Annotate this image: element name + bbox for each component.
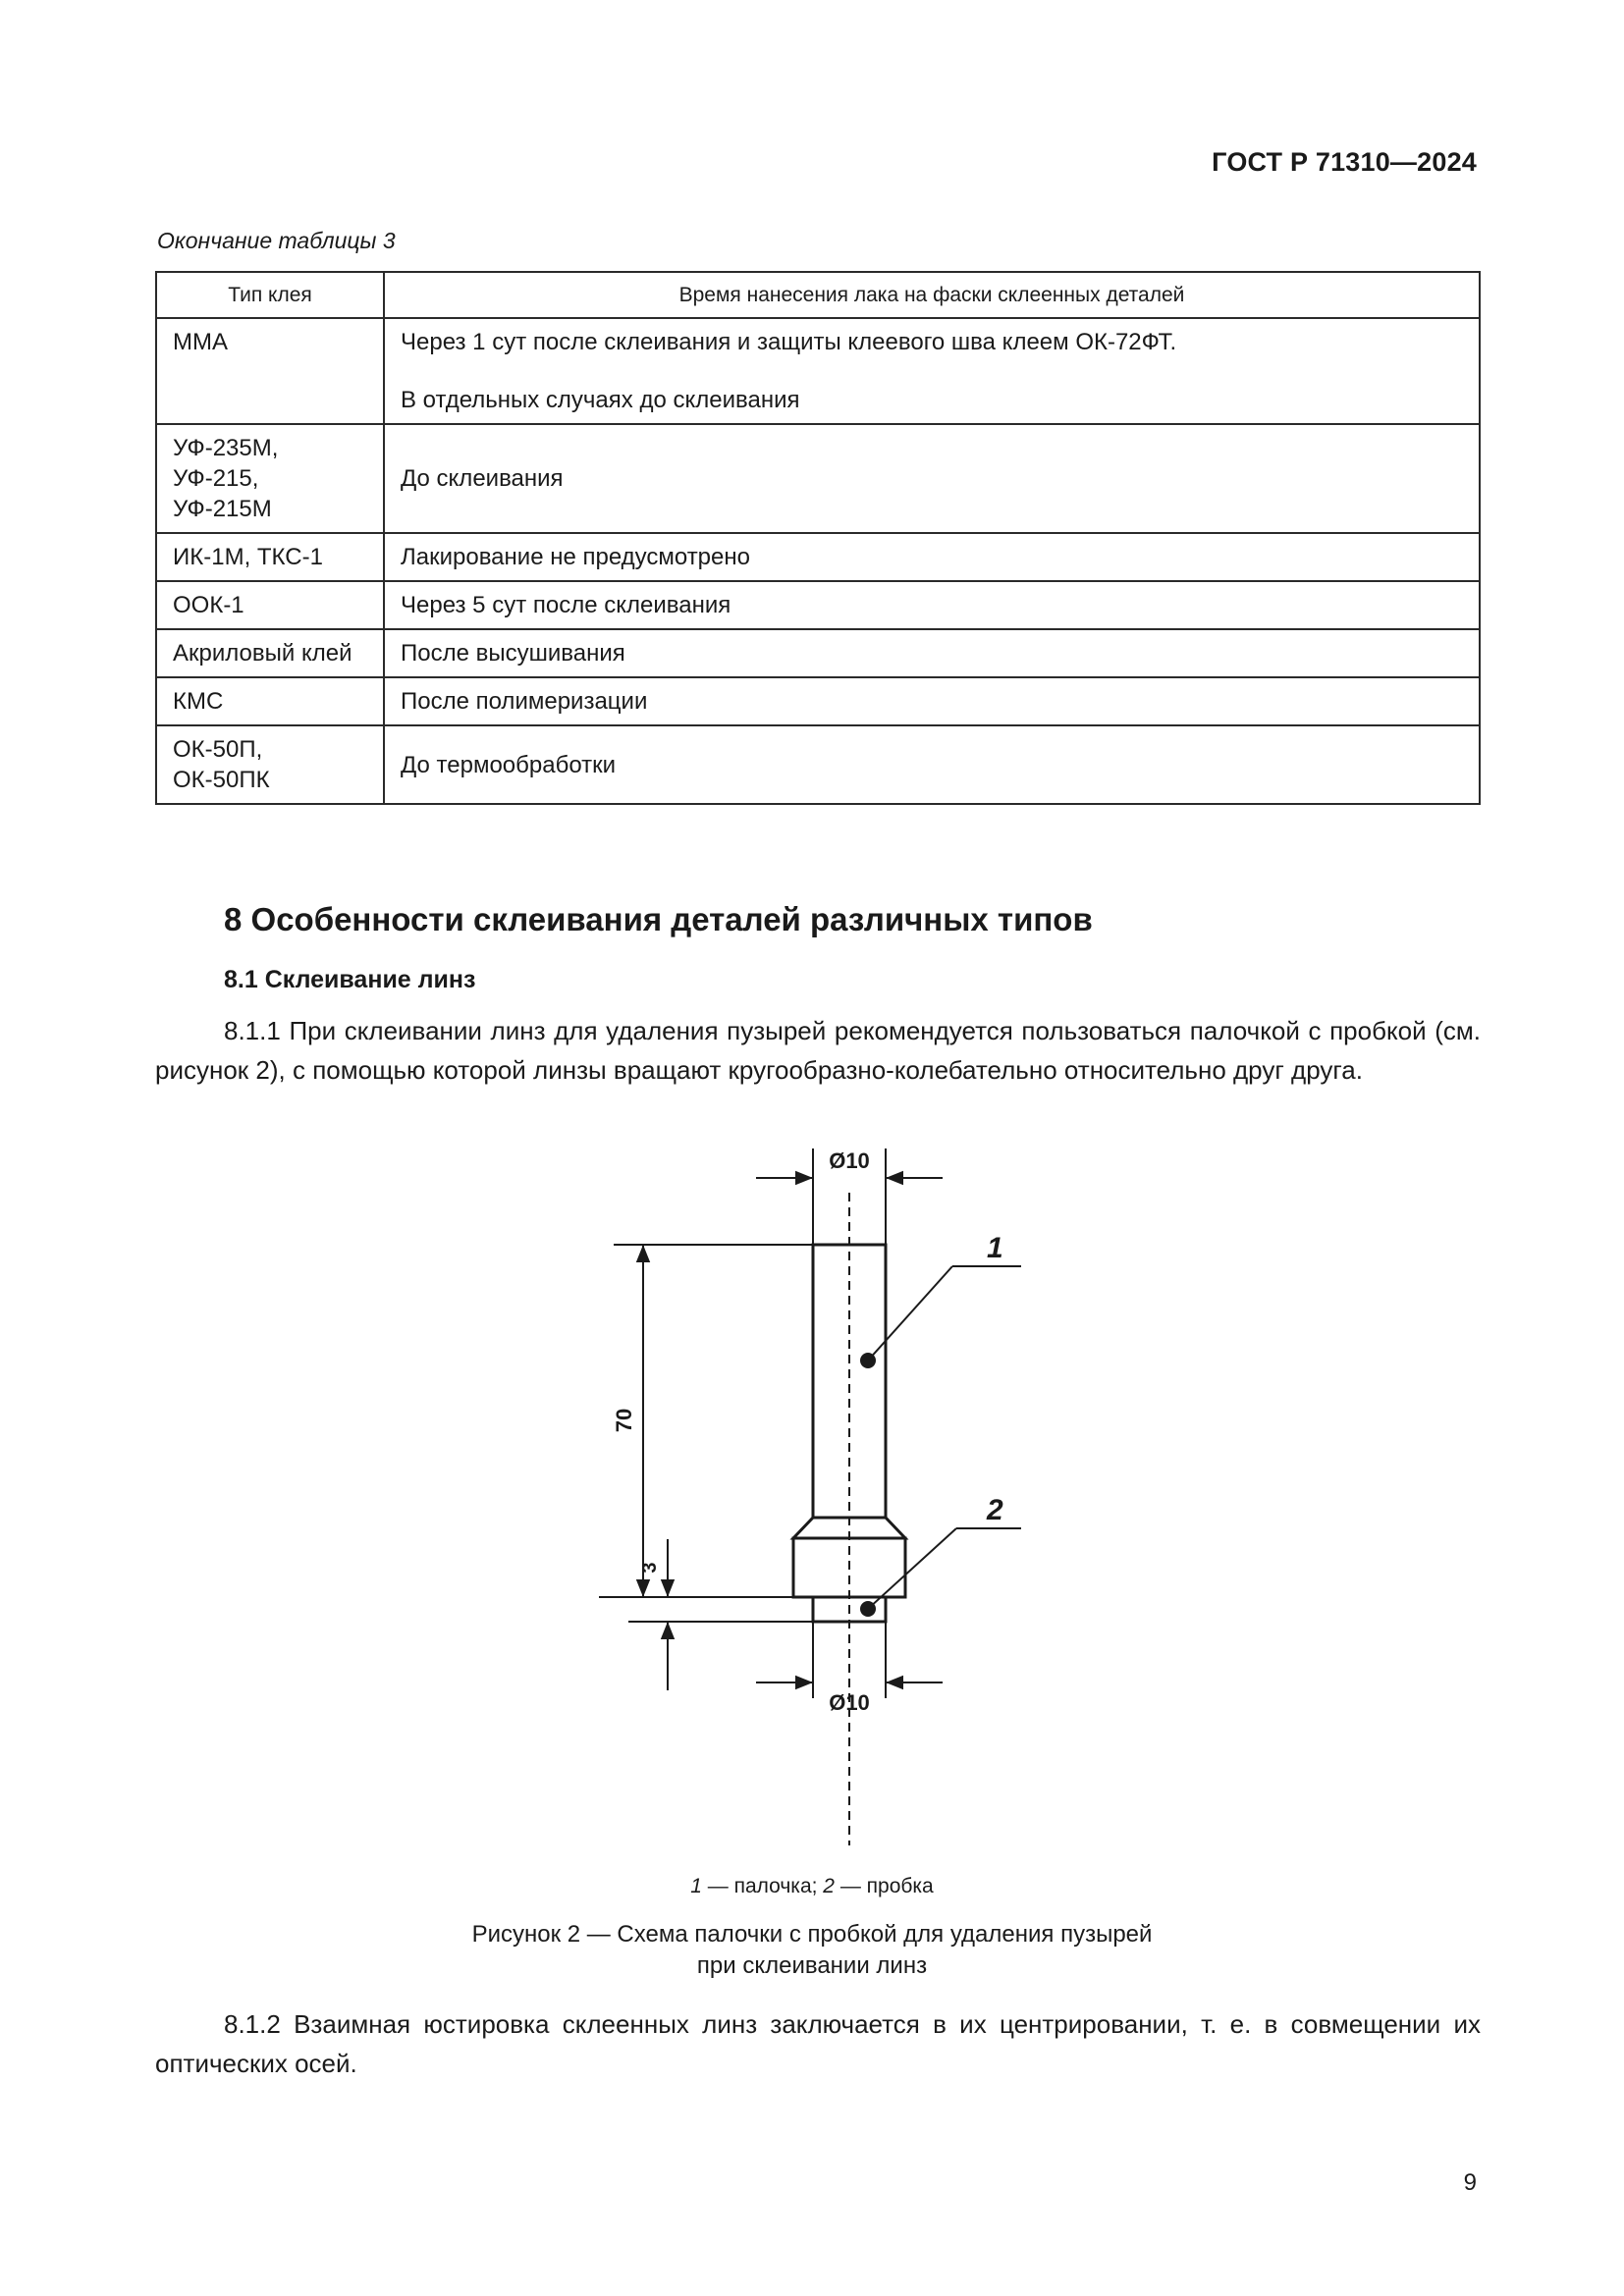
- subsection-heading: 8.1 Склеивание линз: [224, 966, 476, 993]
- table-row: [156, 424, 1480, 533]
- document-code: ГОСТ Р 71310—2024: [1212, 147, 1477, 177]
- glue-line: ОК-50ПК: [173, 767, 270, 793]
- table-row: [156, 318, 1480, 424]
- table-row: [156, 629, 1480, 677]
- callout-dot: [860, 1353, 876, 1368]
- table-header-row: [156, 272, 1480, 318]
- callout-number-1: 1: [987, 1232, 1003, 1264]
- time-line: В отдельных случаях до склеивания: [401, 387, 800, 413]
- time-line: Через 5 сут после склеивания: [401, 592, 731, 618]
- legend-number: 2: [823, 1875, 835, 1897]
- height-label: 3: [639, 1562, 661, 1574]
- time-cell: [384, 677, 1480, 725]
- caption-line: Рисунок 2 — Схема палочки с пробкой для удаления пузырей: [471, 1921, 1153, 1948]
- table-caption: Окончание таблицы 3: [157, 228, 396, 253]
- paragraph-8-1-2: [155, 2004, 1481, 2083]
- table-row: [156, 581, 1480, 629]
- glue-cell: [156, 424, 384, 533]
- time-cell: [384, 725, 1480, 804]
- figure-caption: [0, 1919, 1624, 1982]
- callout-dot: [860, 1601, 876, 1617]
- stick-with-plug-diagram: [589, 1129, 1060, 1845]
- table-row: [156, 725, 1480, 804]
- glue-line: УФ-215М: [173, 496, 272, 522]
- diameter-label-top: Ø10: [829, 1148, 870, 1173]
- time-line: После высушивания: [401, 640, 625, 667]
- glue-cell: [156, 581, 384, 629]
- paragraph-8-1-1: [155, 1011, 1481, 1090]
- diameter-label-bottom: Ø10: [829, 1690, 870, 1715]
- glue-table: [155, 271, 1481, 805]
- glue-cell: [156, 629, 384, 677]
- legend-number: 1: [690, 1875, 702, 1897]
- caption-line: при склеивании линз: [696, 1952, 928, 1979]
- section-heading: 8 Особенности склеивания деталей различных типов: [224, 901, 1093, 937]
- time-cell: [384, 318, 1480, 424]
- glue-line: КМС: [173, 688, 224, 715]
- glue-line: ООК-1: [173, 592, 244, 618]
- time-cell: [384, 533, 1480, 581]
- glue-line: Акриловый клей: [173, 640, 352, 667]
- paragraph-text: 8.1.2 Взаимная юстировка склеенных линз заключается в их центрировании, т. е. в совмещении их оптических осей.: [155, 2009, 1481, 2078]
- table-row: [156, 677, 1480, 725]
- glue-cell: [156, 677, 384, 725]
- leader-line: [868, 1528, 956, 1609]
- time-line: До склеивания: [401, 465, 564, 492]
- glue-line: ММА: [173, 329, 228, 355]
- header-varnish-time: Время нанесения лака на фаски склеенных деталей: [384, 272, 1480, 318]
- time-line: Через 1 сут после склеивания и защиты клеевого шва клеем ОК-72ФТ.: [401, 329, 1177, 355]
- header-glue-type: Тип клея: [156, 272, 384, 318]
- page-number: 9: [1463, 2169, 1477, 2196]
- glue-cell: [156, 725, 384, 804]
- time-cell: [384, 424, 1480, 533]
- time-line: До термообработки: [401, 751, 617, 778]
- time-line: Лакирование не предусмотрено: [401, 544, 750, 570]
- figure-legend: [0, 1875, 1624, 1898]
- glue-cell: [156, 318, 384, 424]
- paragraph-text: 8.1.1 При склеивании линз для удаления пузырей рекомендуется пользоваться палочкой с пробкой (см. рисунок 2), с помощью которой линзы вращают кругообразно-колебательно относительно друг друга.: [155, 1016, 1481, 1085]
- time-cell: [384, 629, 1480, 677]
- callout-number-2: 2: [987, 1494, 1003, 1526]
- time-line: После полимеризации: [401, 688, 648, 715]
- glue-line: ОК-50П,: [173, 736, 263, 763]
- time-cell: [384, 581, 1480, 629]
- length-label: 70: [612, 1408, 636, 1433]
- glue-line: УФ-215,: [173, 465, 259, 492]
- legend-text: — палочка;: [701, 1875, 824, 1897]
- glue-line: УФ-235М,: [173, 435, 279, 461]
- glue-line: ИК-1М, ТКС-1: [173, 544, 323, 570]
- glue-cell: [156, 533, 384, 581]
- table-row: [156, 533, 1480, 581]
- leader-line: [868, 1266, 952, 1361]
- legend-text: — пробка: [834, 1875, 934, 1897]
